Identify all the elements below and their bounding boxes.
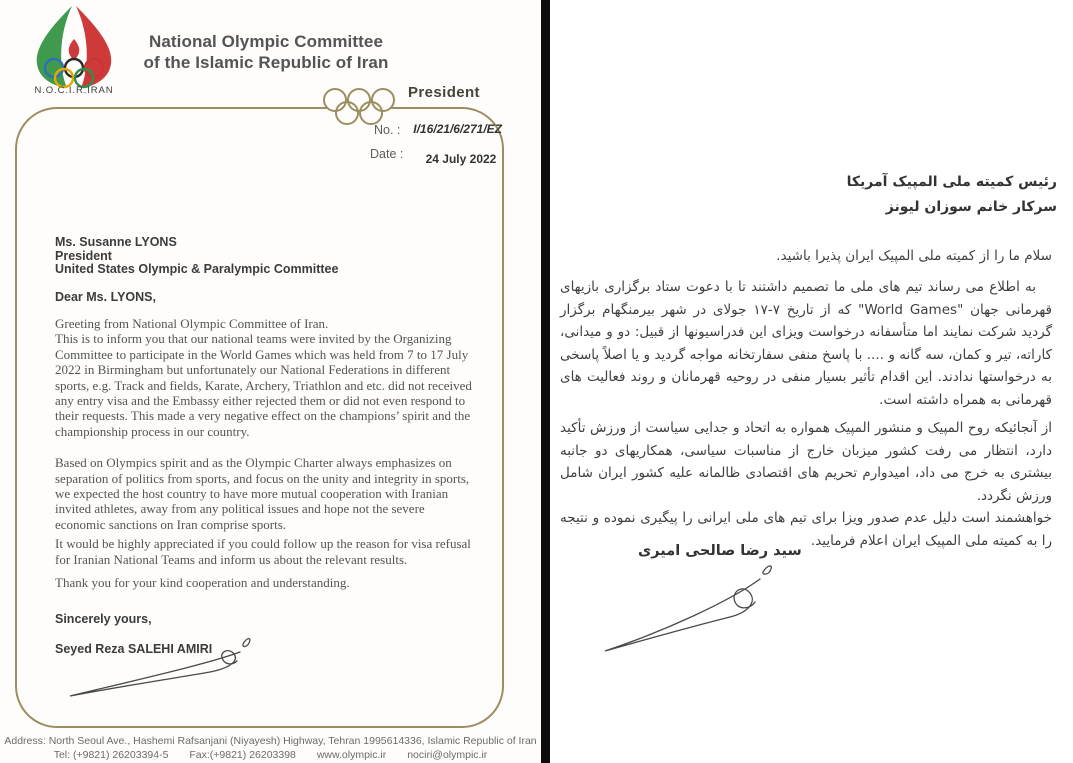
org-title-line2: of the Islamic Republic of Iran	[143, 53, 389, 72]
fa-para2: از آنجائیکه روح المپیک و منشور المپیک همواره به اتحاد و جدایی سیاست از ورزش تأکید دارد، انتظار می رفت کشور میزبان خارج از مناسبات سیاسی، همکاریهای دو جانبه بیشتری به خرج می داد، امیدوارم تحریم های اقتصادی ظالمانه علیه کشور ایران شامل ورزش نگردد.	[560, 420, 1052, 504]
recipient-name: Ms. Susanne LYONS	[55, 235, 177, 249]
signature-scribble-fa	[595, 556, 785, 661]
fa-greeting: سلام ما را از کمیته ملی المپیک ایران پذیرا باشید.	[776, 248, 1052, 264]
page-divider-bar	[541, 0, 550, 763]
org-title	[140, 31, 392, 73]
president-label: President	[408, 84, 480, 101]
footer	[0, 734, 541, 762]
persian-letter-page	[550, 0, 1073, 763]
footer-tel: Tel: (+9821) 26203394-5	[53, 749, 169, 761]
ref-no-label: No. :	[374, 123, 401, 137]
signature-scribble-en	[58, 630, 258, 705]
logo-caption: N.O.C.I.R.IRAN	[34, 85, 114, 96]
date-label: Date :	[370, 147, 404, 161]
para3: It would be highly appreciated if you could follow up the reason for visa refusal for Iranian National Teams and inform us about the relevant results.	[55, 536, 471, 567]
iran-emblem-icon	[69, 39, 80, 60]
noc-iran-flame-logo-icon	[22, 4, 126, 96]
para1: This is to inform you that our national teams were invited by the Organizing Committee to participate in the World Games which was held from 7 to 17 July 2022 in Birmingham but unfortunately our National Federations in different sports, e.g. Track and fields, Karate, Archery, Triathlon and etc. did not received any entry visa and the Embassy either rejected them or did not even respond to their requests. This made a very negative effect on the champions’ spirit and the championship process in our country.	[55, 331, 472, 439]
footer-contacts	[0, 748, 541, 762]
recipient-title: President	[55, 248, 112, 263]
footer-fax: Fax:(+9821) 26203398	[189, 749, 296, 761]
fa-para3: خواهشمند است دلیل عدم صدور ویزا برای تیم های ملی ایرانی را پیگیری نموده و نتیجه را به کمیته ملی المپیک ایران اعلام فرمایید.	[560, 510, 1052, 549]
para1-lead: Greeting from National Olympic Committee of Iran.	[55, 316, 329, 331]
org-title-line1: National Olympic Committee	[148, 32, 384, 51]
recipient-org: United States Olympic & Paralympic Committee	[55, 262, 339, 276]
fa-recipient-block	[847, 170, 1057, 220]
fa-recipient-title: رئیس کمیته ملی المپیک آمریکا	[846, 174, 1057, 190]
letter-body-fa	[560, 276, 1052, 552]
footer-email: nociri@olympic.ir	[407, 749, 488, 761]
ref-no-value: I/16/21/6/271/EZ	[413, 122, 502, 136]
para2: Based on Olympics spirit and as the Olympic Charter always emphasizes on separation of politics from sports, and focus on the unity and integrity in sports, we expected the host country to have more mutual cooperation with Iranian invited athletes, away from any political issues and hope not the severe economic sanctions on Iran comprise sports.	[55, 455, 470, 532]
closing: Sincerely yours,	[55, 612, 152, 626]
salutation: Dear Ms. LYONS,	[55, 290, 156, 304]
letter-body-en	[55, 316, 475, 591]
signer-name-en: Seyed Reza SALEHI AMIRI	[55, 642, 213, 656]
fa-recipient-name: سرکار خانم سوزان لیونز	[885, 199, 1057, 215]
signer-name-fa: سید رضا صالحی امیری	[638, 543, 802, 559]
footer-website: www.olympic.ir	[316, 749, 387, 761]
footer-address: Address: North Seoul Ave., Hashemi Rafsanjani (Niyayesh) Highway, Tehran 1995614336, Islamic Republic of Iran	[4, 735, 537, 747]
date-value: 24 July 2022	[425, 152, 497, 166]
recipient-block	[55, 236, 338, 277]
fa-para1: به اطلاع می رساند تیم های ملی ما تصمیم داشتند تا با دعوت ستاد برگزاری بازیهای قهرمانی جهان "World Games" که از تاریخ ۷-۱۷ جولای در شهر بیرمنگهام برگزار گردید شرکت نمایند اما متأسفانه درخواست ویزای این فدراسیونها از قبیل: دو و میدانی، کاراته، تیر و کمان، سه گانه و .... با پاسخ منفی سفارتخانه مواجه گردید و یا اصلاً پاسخی به درخواستها ندادند. این اقدام تأثیر بسیار منفی در روحیه قهرمانان و روند فعالیت های قهرمانی به همراه داشته است.	[560, 279, 1053, 408]
para4: Thank you for your kind cooperation and understanding.	[55, 575, 350, 591]
